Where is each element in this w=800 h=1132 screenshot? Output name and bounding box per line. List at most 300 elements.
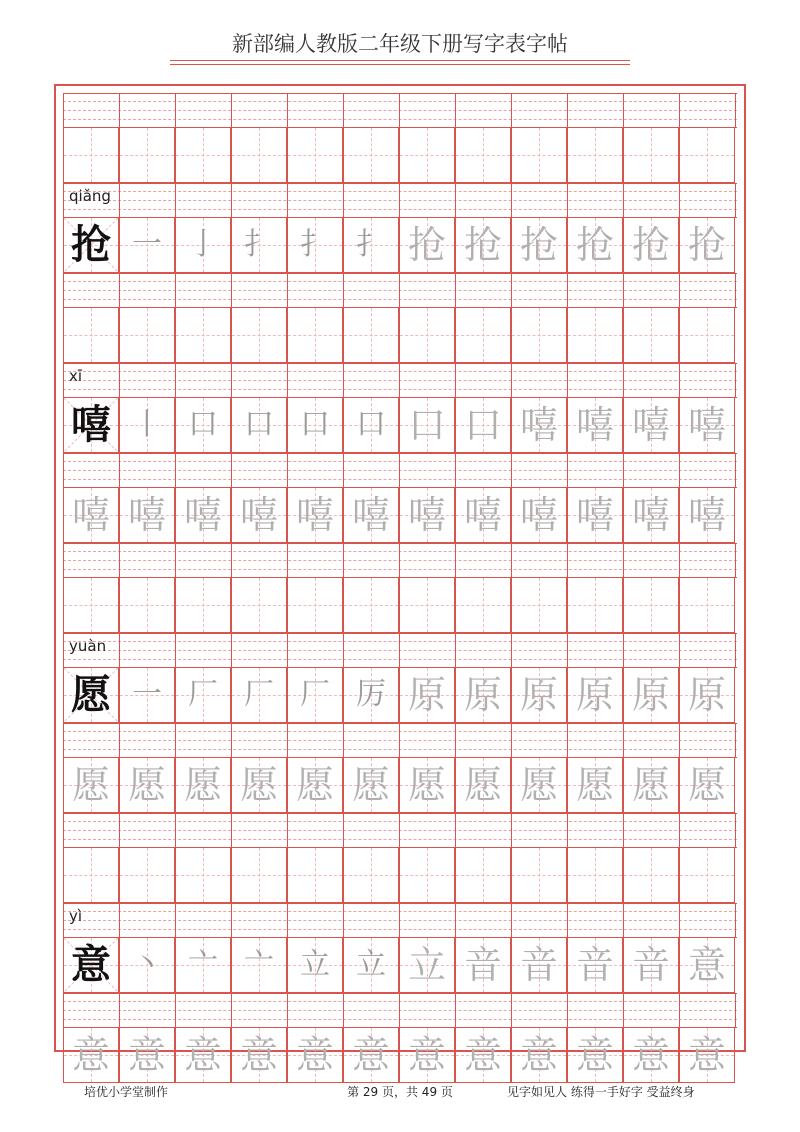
pinyin-divider — [679, 813, 680, 847]
pinyin-divider — [567, 903, 568, 937]
trace-character: 嘻 — [239, 493, 278, 537]
pinyin-divider — [399, 363, 400, 397]
tian-cell[interactable] — [455, 487, 511, 543]
tian-cell[interactable] — [231, 1027, 287, 1083]
stroke-step: 抢 — [575, 223, 614, 267]
pinyin-divider — [455, 813, 456, 847]
pinyin-divider — [623, 723, 624, 757]
tian-cell[interactable] — [399, 397, 455, 453]
stroke-step: 立 — [300, 947, 330, 982]
tian-cell[interactable] — [623, 307, 679, 363]
pinyin-divider — [567, 993, 568, 1027]
tian-cell[interactable] — [119, 577, 175, 633]
tian-cell[interactable] — [63, 307, 119, 363]
pinyin-guide-line — [63, 191, 737, 192]
pinyin-divider — [63, 993, 64, 1027]
trace-character: 嘻 — [463, 493, 502, 537]
model-character: 愿 — [71, 671, 111, 718]
trace-character: 意 — [687, 1033, 726, 1077]
tian-cell[interactable] — [175, 1027, 231, 1083]
tian-cell[interactable] — [455, 937, 511, 993]
pinyin-divider — [175, 723, 176, 757]
tian-cell[interactable] — [119, 937, 175, 993]
pinyin-divider — [455, 273, 456, 307]
tian-cell[interactable] — [623, 397, 679, 453]
pinyin-divider — [175, 93, 176, 127]
pinyin-guide-line — [63, 453, 737, 454]
pinyin-divider — [567, 93, 568, 127]
pinyin-guide-line — [63, 290, 737, 291]
footer-motto: 见字如见人 练得一手好字 受益终身 — [507, 1085, 695, 1099]
tian-cell[interactable] — [343, 757, 399, 813]
pinyin-guide-line — [63, 479, 737, 480]
tian-cell[interactable] — [63, 217, 119, 273]
tian-cell[interactable] — [119, 847, 175, 903]
tian-cell[interactable] — [511, 757, 567, 813]
character-row — [63, 487, 737, 543]
stroke-step: 亠 — [188, 947, 218, 982]
pinyin-row — [63, 993, 737, 1027]
pinyin-divider — [119, 633, 120, 667]
tian-cell[interactable] — [231, 577, 287, 633]
trace-character: 嘻 — [183, 493, 222, 537]
tian-cell[interactable] — [231, 937, 287, 993]
pinyin-divider — [287, 93, 288, 127]
stroke-step: 一 — [132, 227, 162, 262]
tian-cell[interactable] — [511, 127, 567, 183]
pinyin-guide-line — [63, 299, 737, 300]
stroke-step: 音 — [631, 943, 670, 987]
tian-cell[interactable] — [119, 127, 175, 183]
tian-cell[interactable] — [119, 1027, 175, 1083]
stroke-step: 嘻 — [631, 403, 670, 447]
tian-cell[interactable] — [511, 847, 567, 903]
tian-cell[interactable] — [399, 757, 455, 813]
tian-cell[interactable] — [623, 667, 679, 723]
pinyin-divider — [343, 183, 344, 217]
tian-cell[interactable] — [399, 847, 455, 903]
tian-cell[interactable] — [231, 667, 287, 723]
pinyin-divider — [455, 183, 456, 217]
tian-cell[interactable] — [119, 757, 175, 813]
pinyin-divider — [119, 543, 120, 577]
tian-cell[interactable] — [455, 1027, 511, 1083]
pinyin-divider — [343, 903, 344, 937]
pinyin-divider — [119, 993, 120, 1027]
tian-cell[interactable] — [287, 937, 343, 993]
tian-cell[interactable] — [567, 577, 623, 633]
stroke-step: 意 — [687, 943, 726, 987]
pinyin-divider — [287, 723, 288, 757]
pinyin-divider — [287, 453, 288, 487]
tian-cell[interactable] — [175, 217, 231, 273]
stroke-step: 原 — [631, 673, 670, 717]
pinyin-divider — [735, 633, 736, 667]
stroke-step: 亅 — [188, 227, 218, 262]
tian-cell[interactable] — [623, 937, 679, 993]
tian-cell[interactable] — [623, 217, 679, 273]
pinyin-guide-line — [63, 920, 737, 921]
pinyin-divider — [119, 183, 120, 217]
pinyin-divider — [623, 813, 624, 847]
tian-cell[interactable] — [567, 937, 623, 993]
pinyin-guide-line — [63, 650, 737, 651]
tian-cell[interactable] — [399, 307, 455, 363]
stroke-step: 扌 — [244, 227, 274, 262]
pinyin-divider — [63, 183, 64, 217]
pinyin-divider — [399, 543, 400, 577]
pinyin-divider — [455, 723, 456, 757]
tian-cell[interactable] — [287, 667, 343, 723]
pinyin-divider — [567, 273, 568, 307]
pinyin-divider — [175, 633, 176, 667]
trace-character: 意 — [127, 1033, 166, 1077]
pinyin-divider — [175, 273, 176, 307]
pinyin-divider — [287, 363, 288, 397]
pinyin-guide-line — [63, 929, 737, 930]
tian-cell[interactable] — [679, 757, 735, 813]
pinyin-divider — [399, 813, 400, 847]
tian-cell[interactable] — [623, 847, 679, 903]
pinyin-divider — [343, 93, 344, 127]
tian-cell[interactable] — [511, 667, 567, 723]
pinyin-divider — [679, 543, 680, 577]
pinyin-divider — [735, 993, 736, 1027]
pinyin-label: xī — [69, 367, 83, 385]
pinyin-divider — [735, 93, 736, 127]
tian-cell[interactable] — [63, 1027, 119, 1083]
tian-cell[interactable] — [175, 127, 231, 183]
pinyin-divider — [735, 903, 736, 937]
tian-cell[interactable] — [455, 127, 511, 183]
pinyin-divider — [63, 723, 64, 757]
pinyin-divider — [679, 453, 680, 487]
trace-character: 愿 — [295, 763, 334, 807]
tian-cell[interactable] — [287, 217, 343, 273]
stroke-step: 音 — [575, 943, 614, 987]
tian-cell[interactable] — [231, 487, 287, 543]
stroke-step: 立 — [407, 943, 446, 987]
tian-cell[interactable] — [343, 667, 399, 723]
tian-cell[interactable] — [231, 397, 287, 453]
tian-cell[interactable] — [679, 127, 735, 183]
trace-character: 嘻 — [71, 493, 110, 537]
pinyin-divider — [511, 273, 512, 307]
pinyin-row — [63, 453, 737, 487]
tian-cell[interactable] — [567, 487, 623, 543]
tian-cell[interactable] — [679, 667, 735, 723]
pinyin-guide-line — [63, 731, 737, 732]
trace-character: 意 — [407, 1033, 446, 1077]
tian-cell[interactable] — [511, 577, 567, 633]
pinyin-divider — [455, 633, 456, 667]
pinyin-row — [63, 723, 737, 757]
tian-cell[interactable] — [119, 667, 175, 723]
pinyin-guide-line — [63, 821, 737, 822]
tian-cell[interactable] — [287, 847, 343, 903]
tian-cell[interactable] — [511, 1027, 567, 1083]
stroke-step: 原 — [575, 673, 614, 717]
pinyin-guide-line — [63, 903, 737, 904]
pinyin-divider — [119, 93, 120, 127]
pinyin-divider — [567, 723, 568, 757]
tian-cell[interactable] — [623, 577, 679, 633]
pinyin-divider — [175, 453, 176, 487]
pinyin-guide-line — [63, 371, 737, 372]
tian-cell[interactable] — [399, 127, 455, 183]
tian-cell[interactable] — [287, 487, 343, 543]
stroke-step: 口 — [407, 403, 446, 447]
trace-character: 愿 — [239, 763, 278, 807]
pinyin-divider — [287, 903, 288, 937]
pinyin-divider — [735, 813, 736, 847]
pinyin-divider — [679, 723, 680, 757]
pinyin-label: yì — [69, 907, 83, 925]
pinyin-guide-line — [63, 633, 737, 634]
tian-cell[interactable] — [175, 487, 231, 543]
tian-cell[interactable] — [175, 397, 231, 453]
tian-cell[interactable] — [567, 127, 623, 183]
tian-cell[interactable] — [63, 577, 119, 633]
tian-cell[interactable] — [119, 397, 175, 453]
tian-cell[interactable] — [679, 937, 735, 993]
pinyin-guide-line — [63, 641, 737, 642]
character-row — [63, 1027, 737, 1083]
pinyin-divider — [231, 453, 232, 487]
pinyin-divider — [455, 543, 456, 577]
pinyin-divider — [623, 363, 624, 397]
pinyin-divider — [343, 993, 344, 1027]
tian-cell[interactable] — [567, 307, 623, 363]
pinyin-guide-line — [63, 209, 737, 210]
tian-cell[interactable] — [455, 667, 511, 723]
pinyin-row — [63, 93, 737, 127]
tian-cell[interactable] — [231, 757, 287, 813]
pinyin-divider — [399, 273, 400, 307]
tian-cell[interactable] — [287, 577, 343, 633]
pinyin-guide-line — [63, 273, 737, 274]
pinyin-divider — [735, 273, 736, 307]
practice-sheet — [54, 84, 746, 1077]
tian-cell[interactable] — [63, 127, 119, 183]
trace-character: 愿 — [183, 763, 222, 807]
trace-character: 愿 — [631, 763, 670, 807]
tian-cell[interactable] — [511, 937, 567, 993]
pinyin-divider — [399, 183, 400, 217]
tian-cell[interactable] — [679, 487, 735, 543]
tian-cell[interactable] — [343, 487, 399, 543]
tian-cell[interactable] — [343, 1027, 399, 1083]
pinyin-divider — [231, 183, 232, 217]
trace-character: 嘻 — [687, 493, 726, 537]
pinyin-row — [63, 543, 737, 577]
tian-cell[interactable] — [63, 937, 119, 993]
tian-cell[interactable] — [175, 847, 231, 903]
pinyin-divider — [511, 633, 512, 667]
pinyin-divider — [231, 633, 232, 667]
pinyin-divider — [623, 183, 624, 217]
trace-character: 嘻 — [407, 493, 446, 537]
stroke-step: 一 — [132, 677, 162, 712]
tian-cell[interactable] — [175, 757, 231, 813]
pinyin-guide-line — [63, 200, 737, 201]
tian-cell[interactable] — [567, 757, 623, 813]
pinyin-divider — [455, 363, 456, 397]
pinyin-divider — [119, 273, 120, 307]
stroke-step: 厂 — [188, 677, 218, 712]
trace-character: 愿 — [127, 763, 166, 807]
pinyin-guide-line — [63, 93, 737, 94]
pinyin-divider — [735, 723, 736, 757]
stroke-step: 厂 — [244, 677, 274, 712]
tian-cell[interactable] — [399, 217, 455, 273]
practice-grid — [63, 93, 737, 1077]
tian-cell[interactable] — [567, 397, 623, 453]
tian-cell[interactable] — [343, 217, 399, 273]
tian-cell[interactable] — [63, 847, 119, 903]
page-number: 第 29 页，共 49 页 — [347, 1085, 453, 1099]
stroke-step: 口 — [188, 407, 218, 442]
pinyin-divider — [287, 993, 288, 1027]
tian-cell[interactable] — [343, 847, 399, 903]
tian-cell[interactable] — [679, 577, 735, 633]
pinyin-divider — [399, 453, 400, 487]
tian-cell[interactable] — [455, 217, 511, 273]
tian-cell[interactable] — [343, 397, 399, 453]
tian-cell[interactable] — [343, 937, 399, 993]
pinyin-divider — [231, 993, 232, 1027]
pinyin-divider — [63, 453, 64, 487]
tian-cell[interactable] — [455, 307, 511, 363]
pinyin-guide-line — [63, 569, 737, 570]
pinyin-divider — [511, 363, 512, 397]
tian-cell[interactable] — [455, 757, 511, 813]
tian-cell[interactable] — [343, 577, 399, 633]
trace-character: 愿 — [71, 763, 110, 807]
pinyin-divider — [175, 903, 176, 937]
tian-cell[interactable] — [567, 847, 623, 903]
tian-cell[interactable] — [679, 397, 735, 453]
tian-cell[interactable] — [567, 667, 623, 723]
tian-cell[interactable] — [567, 217, 623, 273]
tian-cell[interactable] — [399, 1027, 455, 1083]
pinyin-divider — [511, 183, 512, 217]
stroke-step: 原 — [407, 673, 446, 717]
trace-character: 嘻 — [519, 493, 558, 537]
pinyin-guide-line — [63, 993, 737, 994]
pinyin-divider — [119, 813, 120, 847]
pinyin-divider — [567, 543, 568, 577]
pinyin-divider — [735, 453, 736, 487]
tian-cell[interactable] — [63, 667, 119, 723]
pinyin-guide-line — [63, 830, 737, 831]
tian-cell[interactable] — [623, 487, 679, 543]
tian-cell[interactable] — [399, 937, 455, 993]
tian-cell[interactable] — [343, 127, 399, 183]
tian-cell[interactable] — [175, 667, 231, 723]
trace-character: 愿 — [687, 763, 726, 807]
pinyin-divider — [399, 723, 400, 757]
stroke-step: 扌 — [356, 227, 386, 262]
tian-cell[interactable] — [63, 397, 119, 453]
tian-cell[interactable] — [119, 307, 175, 363]
tian-cell[interactable] — [623, 1027, 679, 1083]
pinyin-divider — [231, 93, 232, 127]
tian-cell[interactable] — [455, 847, 511, 903]
trace-character: 嘻 — [295, 493, 334, 537]
pinyin-divider — [399, 633, 400, 667]
tian-cell[interactable] — [511, 397, 567, 453]
pinyin-guide-line — [63, 560, 737, 561]
tian-cell[interactable] — [679, 1027, 735, 1083]
tian-cell[interactable] — [623, 757, 679, 813]
pinyin-divider — [287, 183, 288, 217]
pinyin-divider — [567, 363, 568, 397]
pinyin-divider — [399, 993, 400, 1027]
pinyin-divider — [679, 363, 680, 397]
tian-cell[interactable] — [511, 307, 567, 363]
tian-cell[interactable] — [679, 217, 735, 273]
tian-cell[interactable] — [567, 1027, 623, 1083]
pinyin-divider — [231, 903, 232, 937]
pinyin-guide-line — [63, 119, 737, 120]
tian-cell[interactable] — [287, 1027, 343, 1083]
trace-character: 意 — [295, 1033, 334, 1077]
tian-cell[interactable] — [399, 487, 455, 543]
pinyin-guide-line — [63, 551, 737, 552]
pinyin-row — [63, 273, 737, 307]
trace-character: 嘻 — [631, 493, 670, 537]
tian-cell[interactable] — [679, 847, 735, 903]
tian-cell[interactable] — [679, 307, 735, 363]
tian-cell[interactable] — [231, 307, 287, 363]
tian-cell[interactable] — [175, 307, 231, 363]
tian-cell[interactable] — [455, 397, 511, 453]
tian-cell[interactable] — [231, 127, 287, 183]
tian-cell[interactable] — [287, 757, 343, 813]
tian-cell[interactable] — [343, 307, 399, 363]
model-character: 意 — [71, 941, 111, 988]
tian-cell[interactable] — [399, 577, 455, 633]
tian-cell[interactable] — [175, 577, 231, 633]
tian-cell[interactable] — [231, 217, 287, 273]
tian-cell[interactable] — [511, 487, 567, 543]
pinyin-guide-line — [63, 723, 737, 724]
pinyin-divider — [63, 813, 64, 847]
tian-cell[interactable] — [287, 397, 343, 453]
pinyin-divider — [175, 993, 176, 1027]
tian-cell[interactable] — [63, 757, 119, 813]
pinyin-divider — [287, 813, 288, 847]
pinyin-divider — [735, 543, 736, 577]
tian-cell[interactable] — [623, 127, 679, 183]
tian-cell[interactable] — [63, 487, 119, 543]
tian-cell[interactable] — [287, 127, 343, 183]
tian-cell[interactable] — [287, 307, 343, 363]
tian-cell[interactable] — [231, 847, 287, 903]
tian-cell[interactable] — [399, 667, 455, 723]
pinyin-divider — [567, 633, 568, 667]
tian-cell[interactable] — [119, 217, 175, 273]
tian-cell[interactable] — [455, 577, 511, 633]
tian-cell[interactable] — [119, 487, 175, 543]
pinyin-divider — [623, 273, 624, 307]
tian-cell[interactable] — [511, 217, 567, 273]
stroke-step: 音 — [519, 943, 558, 987]
tian-cell[interactable] — [175, 937, 231, 993]
pinyin-divider — [735, 183, 736, 217]
pinyin-label: yuàn — [69, 637, 107, 655]
